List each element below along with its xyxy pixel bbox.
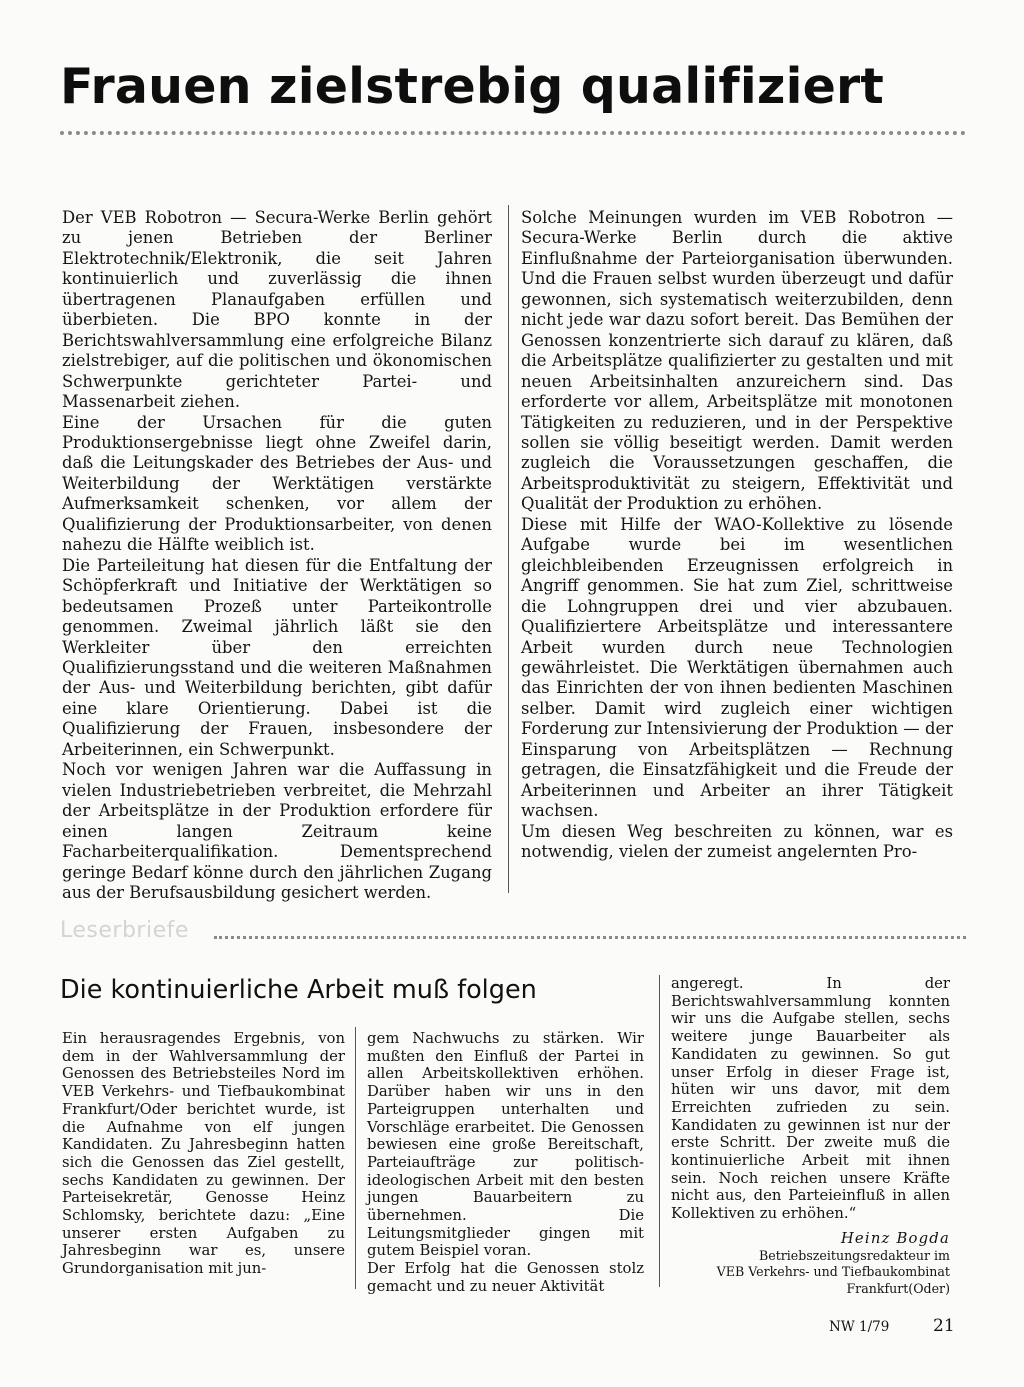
article-paragraph: Diese mit Hilfe der WAO-Kollektive zu lösende Aufgabe wurde bei im wesentlichen gleichbleibenden Erzeugnissen erfolgreich in Angriff genommen. Sie hat zum Ziel, schrittweise die Lohngruppen drei und vier abzubauen. Qualifiziertere Arbeitsplätze und interessantere Arbeit wurden durch neue Technologien gewährleistet. Die Werktätigen übernahmen auch das Einrichten der von ihnen bedienten Maschinen selber. Damit wird zugleich einer wichtigen Forderung zur Intensivierung der Produktion — der Einsparung von Arbeitsplätzen — Rechnung getragen, die Einsatzfähigkeit und die Freude der Arbeiterinnen und Arbeiter an ihrer Tätigkeit wachsen. xyxy=(521,514,953,821)
article-paragraph: Der VEB Robotron — Secura-Werke Berlin gehört zu jenen Betrieben der Berliner Elektrotechnik/Elektronik, die seit Jahren kontinuierlich und zuverlässig die ihnen übertragenen Planaufgaben erfüllen und überbieten. Die BPO konnte in der Berichtswahlversammlung eine erfolgreiche Bilanz zielstrebiger, auf die politischen und ökonomischen Schwerpunkte gerichteter Partei- und Massenarbeit ziehen. xyxy=(62,208,492,412)
section-label: Leserbriefe xyxy=(60,918,189,943)
journal-reference: NW 1/79 xyxy=(829,1319,890,1335)
title-divider xyxy=(60,131,966,135)
column-divider xyxy=(659,975,660,1287)
article-paragraph: Um diesen Weg beschreiten zu können, war es notwendig, vielen der zumeist angelernten Pro- xyxy=(521,821,953,862)
article-paragraph: Die Parteileitung hat diesen für die Entfaltung der Schöpferkraft und Initiative der Werktätigen so bedeutsamen Prozeß unter Parteikontrolle genommen. Zweimal jährlich läßt sie den Werkleiter über den erreichten Qualifizierungsstand und die weiteren Maßnahmen der Aus- und Weiterbildung berichten, gibt dafür eine klare Orientierung. Dabei ist die Qualifizierung der Frauen, insbesondere der Arbeiterinnen, ein Schwerpunkt. xyxy=(62,555,492,759)
article-paragraph: Eine der Ursachen für die guten Produktionsergebnisse liegt ohne Zweifel darin, daß die Leitungskader des Betriebes der Aus- und Weiterbildung der Werktätigen verstärkte Aufmerksamkeit schenken, vor allem der Qualifizierung der Produktionsarbeiter, von denen nahezu die Hälfte weiblich ist. xyxy=(62,412,492,555)
article-column-right xyxy=(521,208,953,863)
letter-column-1 xyxy=(62,1030,345,1278)
letter-paragraph: Ein herausragendes Ergebnis, von dem in der Wahlversammlung der Genossen des Betriebsteiles Nord im VEB Verkehrs- und Tiefbaukombinat Frankfurt/Oder berichtet wurde, ist die Aufnahme von elf jungen Kandidaten. Zu Jahresbeginn hatten sich die Genossen das Ziel gestellt, sechs Kandidaten zu gewinnen. Der Parteisekretär, Genosse Heinz Schlomsky, berichtete dazu: „Eine unserer ersten Aufgaben zu Jahresbeginn war es, unsere Grundorganisation mit jun- xyxy=(62,1030,345,1278)
letter-paragraph: gem Nachwuchs zu stärken. Wir mußten den Einfluß der Partei in allen Arbeitskollektiven erhöhen. Darüber haben wir uns in den Parteigruppen unterhalten und Vorschläge erarbeitet. Die Genossen bewiesen eine große Bereitschaft, Parteiaufträge zur politisch-ideologischen Arbeit mit den besten jungen Bauarbeitern zu übernehmen. Die Leitungsmitglieder gingen mit gutem Beispiel voran. xyxy=(367,1030,644,1260)
letter-column-2 xyxy=(367,1030,644,1296)
article-title: Frauen zielstrebig qualifiziert xyxy=(60,58,885,115)
letter-title: Die kontinuierliche Arbeit muß folgen xyxy=(60,975,537,1005)
author-affiliation xyxy=(671,1248,950,1297)
column-divider xyxy=(355,1027,356,1289)
article-paragraph: Solche Meinungen wurden im VEB Robotron — Secura-Werke Berlin durch die aktive Einflußnahme der Parteiorganisation überwunden. Und die Frauen selbst wurden überzeugt und dafür gewonnen, sich systematisch weiterzubilden, denn nicht jede war dazu sofort bereit. Das Bemühen der Genossen konzentrierte sich darauf zu klären, daß die Arbeitsplätze qualifizierter zu gestalten und mit neuen Arbeitsinhalten anzureichern sind. Das erforderte vor allem, Arbeitsplätze mit monotonen Tätigkeiten zu reduzieren, und in der Perspektive sollen sie völlig beseitigt werden. Damit werden zugleich die Voraussetzungen geschaffen, die Arbeitsproduktivität zu steigern, Effektivität und Qualität der Produktion zu erhöhen. xyxy=(521,208,953,514)
letter-column-3 xyxy=(671,975,950,1223)
affiliation-line: Betriebszeitungsredakteur im xyxy=(758,1248,950,1263)
article-paragraph: Noch vor wenigen Jahren war die Auffassung in vielen Industriebetrieben verbreitet, die Mehrzahl der Arbeitsplätze in der Produktion erfordere für einen langen Zeitraum keine Facharbeiterqualifikation. Dementsprechend geringe Bedarf könne durch den jährlichen Zugang aus der Berufsausbildung gesichert werden. xyxy=(62,760,492,902)
section-divider xyxy=(214,936,966,939)
letter-paragraph: angeregt. In der Berichtswahlversammlung konnten wir uns die Aufgabe stellen, sechs weitere junge Bauarbeiter als Kandidaten zu gewinnen. So gut unser Erfolg in dieser Frage ist, hüten wir uns davor, mit dem Erreichten zufrieden zu sein. Kandidaten zu gewinnen ist nur der erste Schritt. Der zweite muß die kontinuierliche Arbeit mit ihnen sein. Noch reichen unsere Kräfte nicht aus, den Parteieinfluß in allen Kollektiven zu erhöhen.“ xyxy=(671,975,950,1223)
page-number: 21 xyxy=(933,1316,955,1336)
article-column-left xyxy=(62,208,492,903)
affiliation-line: VEB Verkehrs- und Tiefbaukombinat xyxy=(716,1264,950,1280)
letter-author: Heinz Bogda xyxy=(840,1230,950,1247)
column-divider xyxy=(508,205,509,893)
letter-paragraph: Der Erfolg hat die Genossen stolz gemacht und zu neuer Aktivität xyxy=(367,1260,644,1295)
affiliation-line: Frankfurt(Oder) xyxy=(846,1280,950,1296)
